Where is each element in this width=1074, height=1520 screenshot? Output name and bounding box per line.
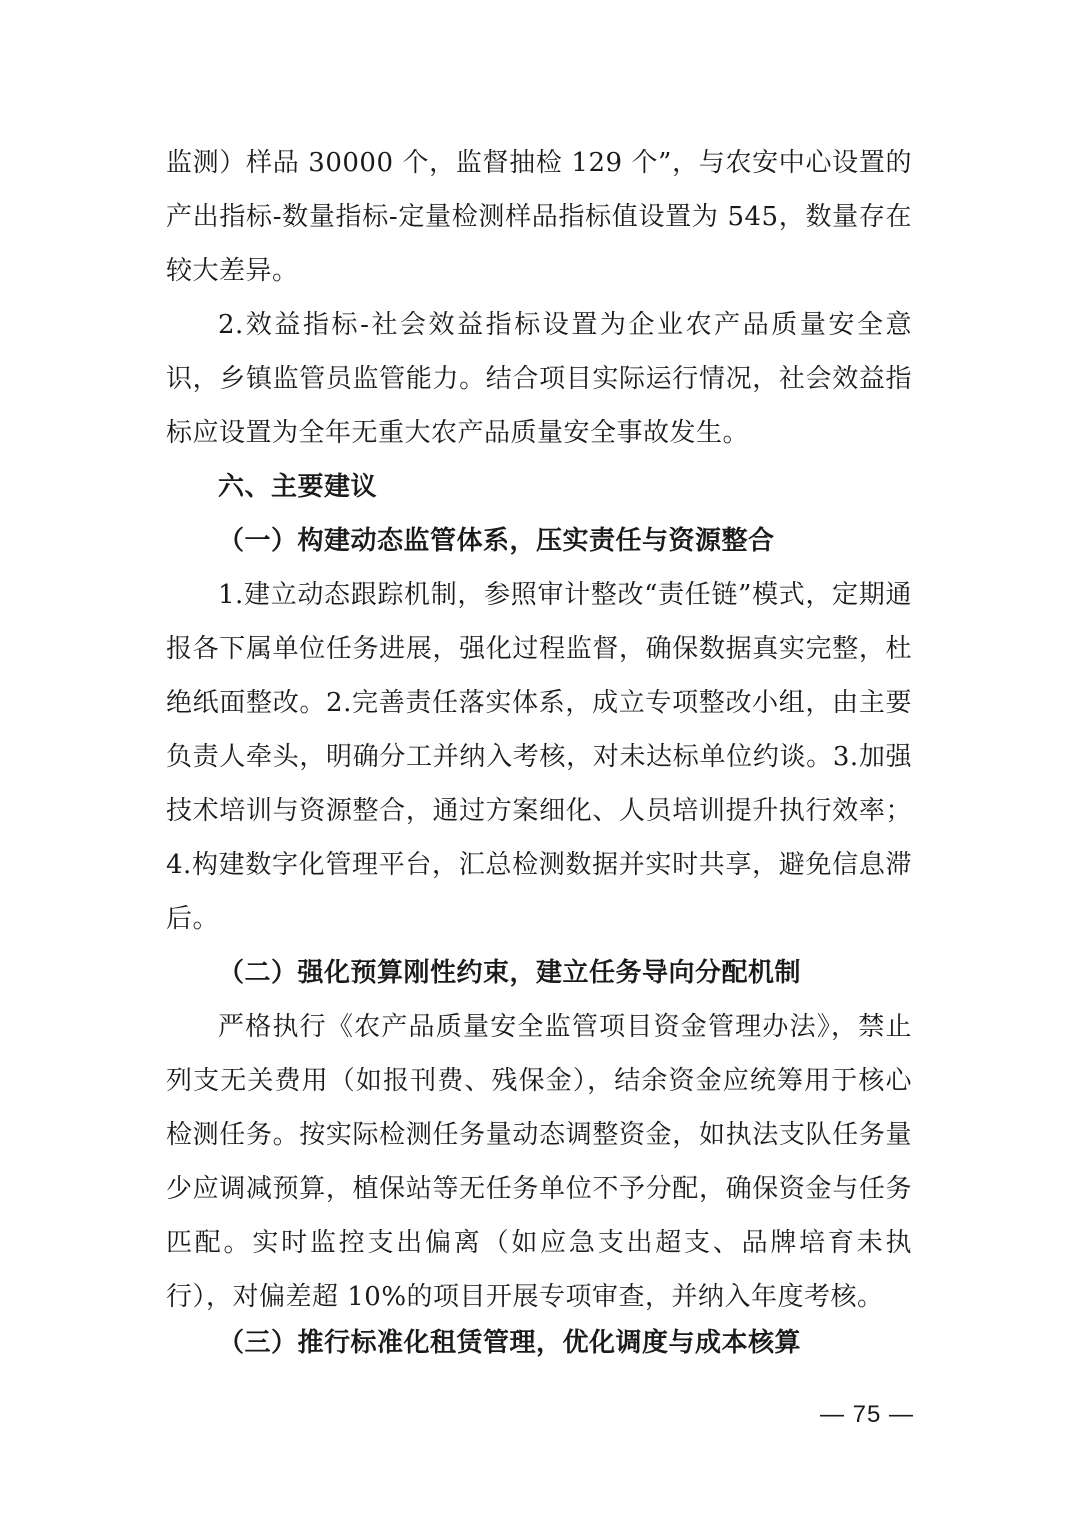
subsection-heading-3: （三）推行标准化租赁管理，优化调度与成本核算 (218, 1328, 802, 1358)
paragraph-benefit-indicators: 2.效益指标-社会效益指标设置为企业农产品质量安全意识，乡镇监管员监管能力。结合项目实际运行情况，社会效益指标应设置为全年无重大农产品质量安全事故发生。 (166, 310, 912, 448)
paragraph-dynamic-supervision: 1.建立动态跟踪机制，参照审计整改“责任链”模式，定期通报各下属单位任务进展，强化过程监督，确保数据真实完整，杜绝纸面整改。2.完善责任落实体系，成立专项整改小组，由主要负责人牵头，明确分工并纳入考核，对未达标单位约谈。3.加强技术培训与资源整合，通过方案细化、人员培训提升执行效率；4.构建数字化管理平台，汇总检测数据并实时共享，避免信息滞后。 (166, 580, 912, 934)
subsection-heading-1: （一）构建动态监管体系，压实责任与资源整合 (218, 526, 775, 556)
paragraph-metrics-discrepancy: 监测）样品 30000 个，监督抽检 129 个”，与农安中心设置的产出指标-数量指标-定量检测样品指标值设置为 545，数量存在较大差异。 (166, 148, 912, 286)
page-number: — 75 — (819, 1401, 914, 1428)
section-heading-recommendations: 六、主要建议 (218, 472, 378, 502)
subsection-heading-2: （二）强化预算刚性约束，建立任务导向分配机制 (218, 958, 802, 988)
paragraph-budget-constraint: 严格执行《农产品质量安全监管项目资金管理办法》，禁止列支无关费用（如报刊费、残保金），结余资金应统筹用于核心检测任务。按实际检测任务量动态调整资金，如执法支队任务量少应调减预算，植保站等无任务单位不予分配，确保资金与任务匹配。实时监控支出偏离（如应急支出超支、品牌培育未执行），对偏差超 10%的项目开展专项审查，并纳入年度考核。 (166, 1012, 912, 1312)
